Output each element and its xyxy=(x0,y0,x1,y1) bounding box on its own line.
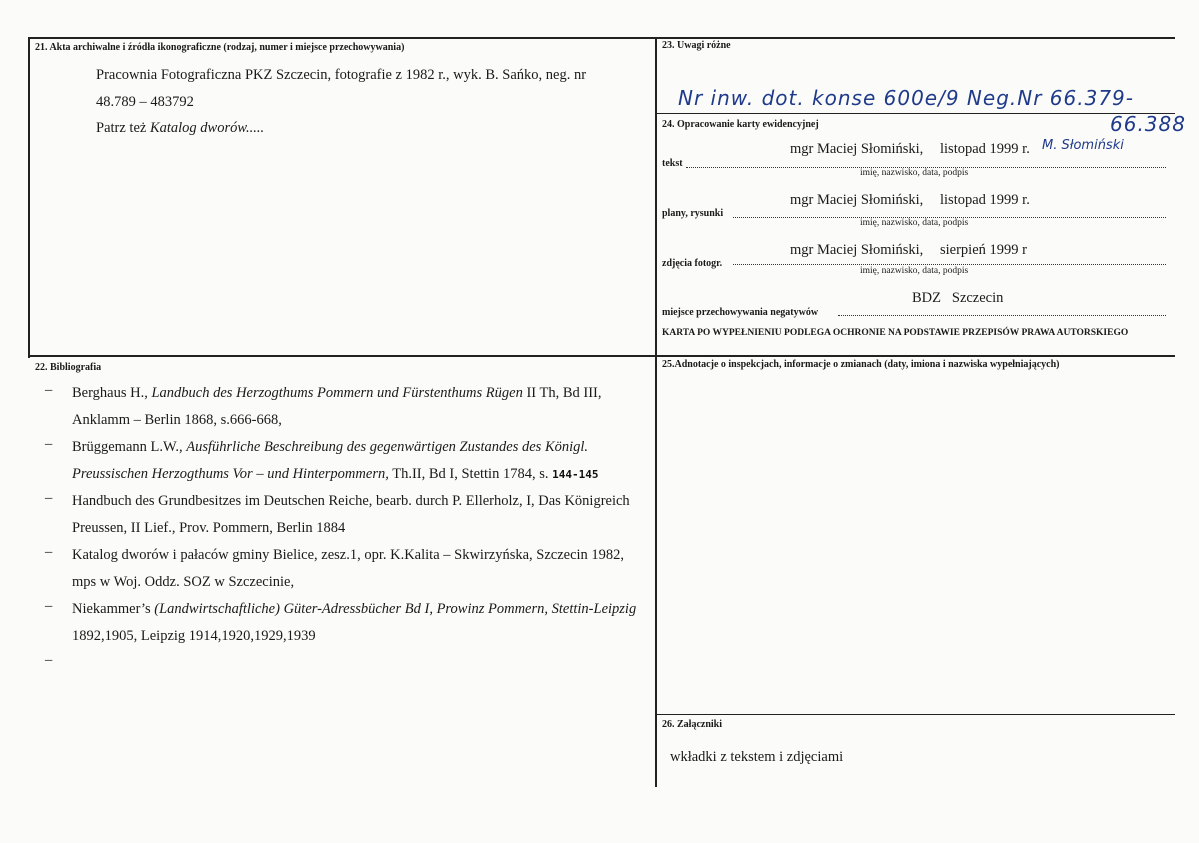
sec24-copyright-note: KARTA PO WYPEŁNIENIU PODLEGA OCHRONIE NA PODSTAWIE PRZEPISÓW PRAWA AUTORSKIEGO xyxy=(662,328,1129,338)
sec24-row3-caption: imię, nazwisko, data, podpis xyxy=(860,266,969,276)
sec24-row3-name: mgr Maciej Słomiński, xyxy=(790,242,924,258)
sec24-row2-caption: imię, nazwisko, data, podpis xyxy=(860,218,969,228)
bib-item-italic: Ausführliche Beschreibung des gegenwärtigen Zustandes des Königl. Preussischen Herzogthums Vor – und Hinterpommern, xyxy=(72,439,589,482)
sec24-row1-signature: M. Słomiński xyxy=(1042,138,1124,153)
sec26-value: wkładki z tekstem i zdjęciami xyxy=(670,749,844,765)
sec23-handwriting-line2: 66.388 xyxy=(1110,112,1186,136)
sec24-row1-name: mgr Maciej Słomiński, xyxy=(790,141,924,157)
bib-dash: – xyxy=(45,382,53,398)
bib-item xyxy=(72,434,638,488)
sec21-line3-italic: Katalog dworów..... xyxy=(149,120,265,136)
sec24-row2-name: mgr Maciej Słomiński, xyxy=(790,192,924,208)
sec24-row2-date: listopad 1999 r. xyxy=(940,192,1030,208)
sec24-negatives-dotline xyxy=(838,314,1166,316)
sec22-header: 22. Bibliografia xyxy=(35,362,102,373)
left-border xyxy=(28,37,30,358)
sec24-row1-caption: imię, nazwisko, data, podpis xyxy=(860,168,969,178)
bib-dash: – xyxy=(45,490,53,506)
sec21-line2: 48.789 – 483792 xyxy=(96,94,194,110)
sec21-line1: Pracownia Fotograficzna PKZ Szczecin, fotografie z 1982 r., wyk. B. Sańko, neg. nr xyxy=(96,67,587,83)
bib-item-plain: Katalog dworów i pałaców gminy Bielice, zesz.1, opr. K.Kalita – Skwirzyńska, Szczecin 1982, mps w Woj. Oddz. SOZ w Szczecinie, xyxy=(72,547,625,590)
sec24-row3-date: sierpień 1999 r xyxy=(940,242,1027,258)
sec23-header: 23. Uwagi różne xyxy=(662,40,731,51)
sec25-sec26-divider xyxy=(657,714,1175,715)
sec24-row1-label: tekst xyxy=(662,158,683,169)
sec24-row3-dotline xyxy=(733,263,1166,265)
bib-dash: – xyxy=(45,436,53,452)
sec24-row1-date: listopad 1999 r. xyxy=(940,141,1030,157)
bib-item-plain: Brüggemann L.W., xyxy=(72,439,187,455)
bib-item-plain: II Th, Bd III, Anklamm – Berlin 1868, s.666-668, xyxy=(72,385,602,428)
bib-dash-empty: – xyxy=(45,652,53,668)
sec24-negatives-label: miejsce przechowywania negatywów xyxy=(662,307,819,318)
bib-item xyxy=(72,488,638,542)
bib-item xyxy=(72,596,638,650)
middle-border xyxy=(29,355,1175,357)
bib-item-plain: Berghaus H., xyxy=(72,385,152,401)
bib-item-plain: 1892,1905, Leipzig 1914,1920,1929,1939 xyxy=(72,628,316,644)
bib-item-italic: (Landwirtschaftliche) Güter-Adressbücher Bd I, Prowinz Pommern, Stettin-Leipzig xyxy=(154,601,637,617)
bib-dash: – xyxy=(45,544,53,560)
bib-item xyxy=(72,380,638,434)
sec24-row2-label: plany, rysunki xyxy=(662,208,724,219)
bib-item xyxy=(72,542,638,596)
sec25-header: 25.Adnotacje o inspekcjach, informacje o zmianach (daty, imiona i nazwiska wypełniających) xyxy=(662,359,1060,370)
sec24-negatives-value: BDZ Szczecin xyxy=(912,290,1004,306)
center-divider xyxy=(655,37,657,787)
sec24-header: 24. Opracowanie karty ewidencyjnej xyxy=(662,119,819,130)
bib-item-italic: Landbuch des Herzogthums Pommern und Fürstenthums Rügen xyxy=(151,385,523,401)
bib-item-plain: Th.II, Bd I, Stettin 1784, s. xyxy=(388,466,553,482)
sec23-sec24-divider xyxy=(657,113,1175,114)
sec21-line3-plain: Patrz też xyxy=(96,120,150,136)
bib-item-plain: Handbuch des Grundbesitzes im Deutschen Reiche, bearb. durch P. Ellerholz, I, Das Königreich Preussen, II Lief., Prov. Pommern, Berlin 1884 xyxy=(72,493,630,536)
sec23-handwriting-line1: Nr inw. dot. konse 600e/9 Neg.Nr 66.379- xyxy=(678,86,1134,110)
bib-item-plain: Niekammer’s xyxy=(72,601,155,617)
sec24-row3-label: zdjęcia fotogr. xyxy=(662,258,723,269)
sec21-line3 xyxy=(96,118,264,138)
bib-dash: – xyxy=(45,598,53,614)
sec26-header: 26. Załączniki xyxy=(662,719,723,730)
top-border xyxy=(29,37,1175,39)
bib-item-handwritten-pages: 144-145 xyxy=(552,468,599,481)
sec21-header: 21. Akta archiwalne i źródła ikonograficzne (rodzaj, numer i miejsce przechowywania) xyxy=(35,42,405,53)
